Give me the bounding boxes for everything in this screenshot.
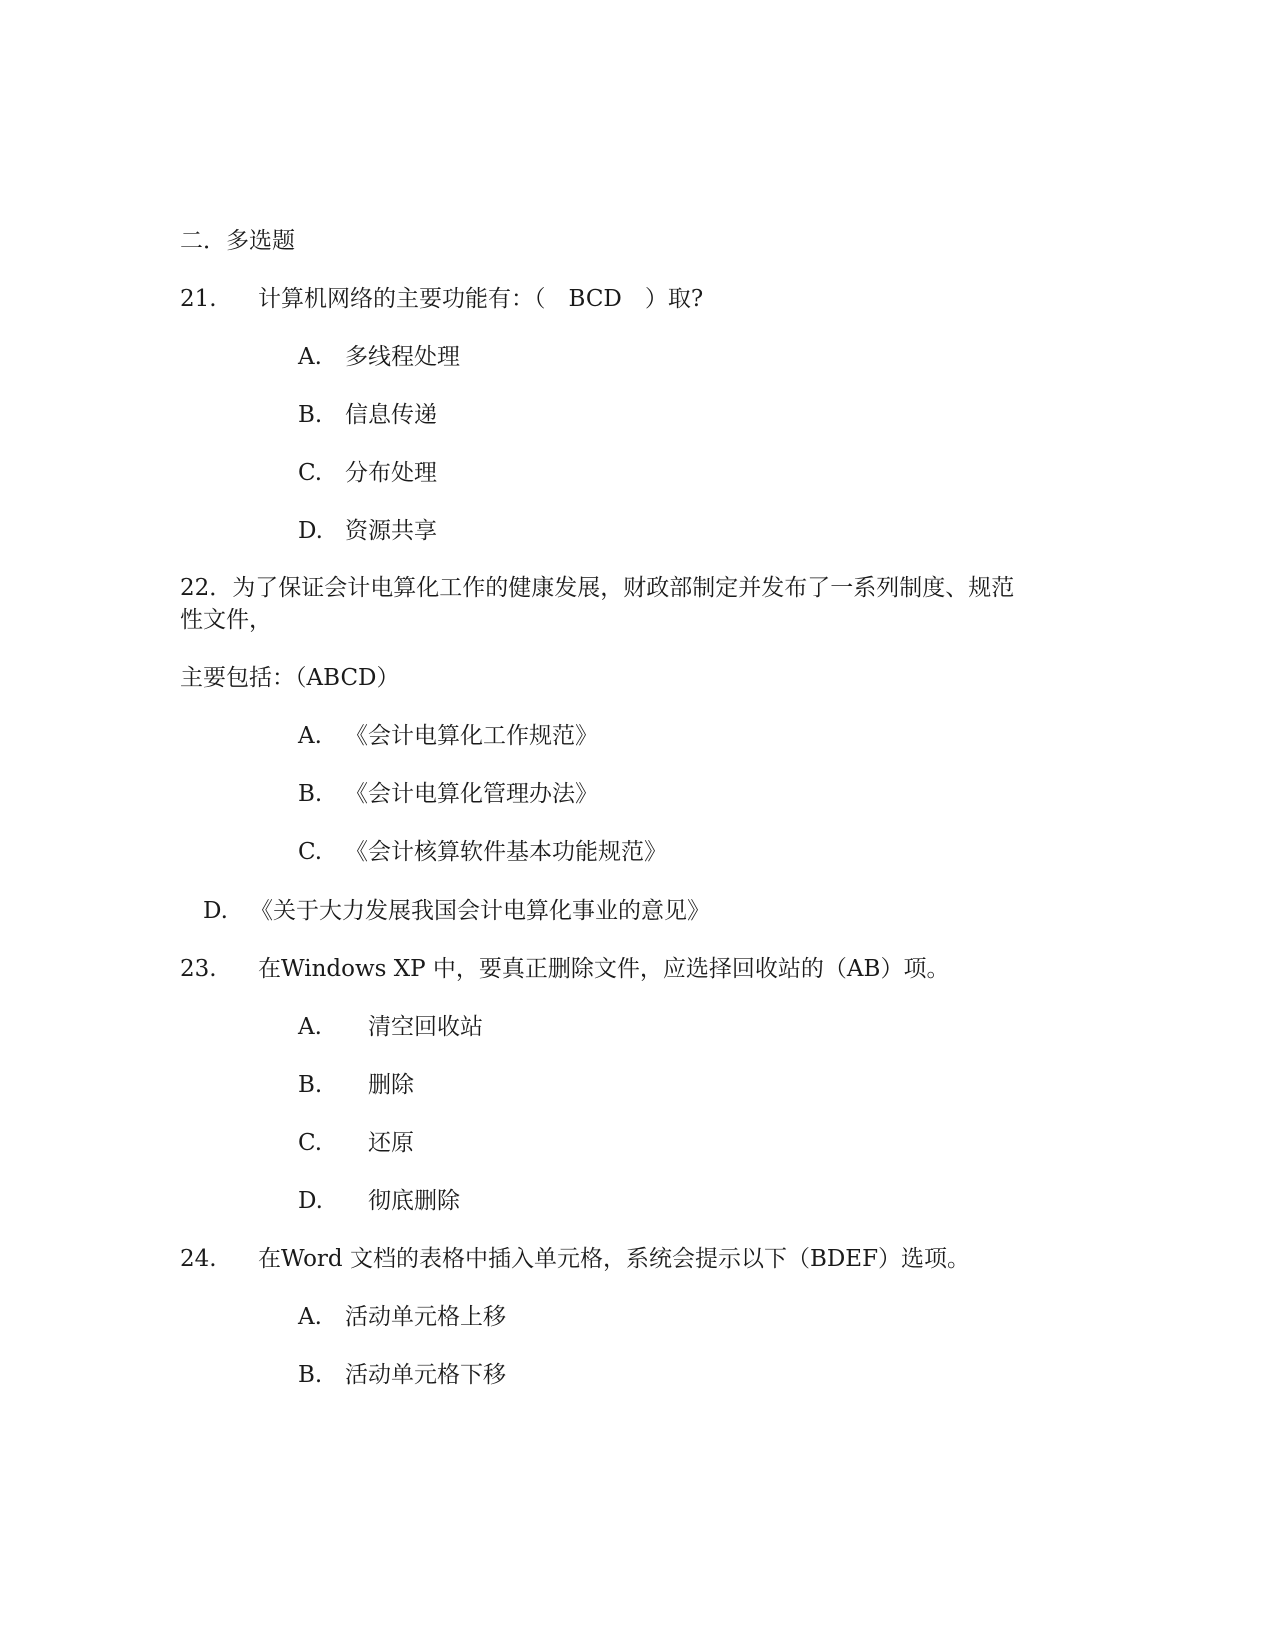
option-text: 还原 (368, 1130, 414, 1156)
option-letter: D. (298, 1188, 323, 1214)
question-stem-line-3: 主要包括：（ABCD） (180, 665, 400, 691)
option-text: 《关于大力发展我国会计电算化事业的意见》 (250, 898, 710, 924)
question-number: 21. (180, 286, 217, 312)
option-letter: B. (298, 402, 323, 428)
option-letter: D. (203, 898, 228, 924)
option-letter: B. (298, 1072, 323, 1098)
question-stem: 在Word 文档的表格中插入单元格，系统会提示以下（BDEF）选项。 (258, 1246, 971, 1272)
option-text: 分布处理 (345, 460, 437, 486)
option-text: 活动单元格下移 (345, 1362, 506, 1388)
option-letter: B. (298, 781, 323, 807)
option-text: 彻底删除 (368, 1188, 460, 1214)
option-text: 《会计电算化管理办法》 (345, 781, 598, 807)
option-letter: A. (298, 1304, 322, 1330)
question-number: 24. (180, 1246, 217, 1272)
option-letter: A. (298, 723, 322, 749)
option-text: 信息传递 (345, 402, 437, 428)
section-heading: 二．多选题 (180, 228, 295, 254)
option-text: 多线程处理 (345, 344, 460, 370)
option-letter: B. (298, 1362, 323, 1388)
question-stem-line-1: 22．为了保证会计电算化工作的健康发展，财政部制定并发布了一系列制度、规范 (180, 575, 1015, 601)
option-text: 删除 (368, 1072, 414, 1098)
option-letter: D. (298, 518, 323, 544)
option-letter: C. (298, 839, 323, 865)
option-text: 资源共享 (345, 518, 437, 544)
option-letter: C. (298, 1130, 323, 1156)
option-text: 活动单元格上移 (345, 1304, 506, 1330)
option-text: 《会计核算软件基本功能规范》 (345, 839, 667, 865)
question-stem-line-2: 性文件， (180, 607, 272, 633)
option-letter: A. (298, 1014, 322, 1040)
question-stem: 计算机网络的主要功能有：（ BCD ）取? (258, 286, 704, 312)
option-text: 《会计电算化工作规范》 (345, 723, 598, 749)
option-letter: A. (298, 344, 322, 370)
question-number: 23. (180, 956, 217, 982)
question-stem: 在Windows XP 中，要真正删除文件，应选择回收站的（AB）项。 (258, 956, 950, 982)
option-letter: C. (298, 460, 323, 486)
option-text: 清空回收站 (368, 1014, 483, 1040)
